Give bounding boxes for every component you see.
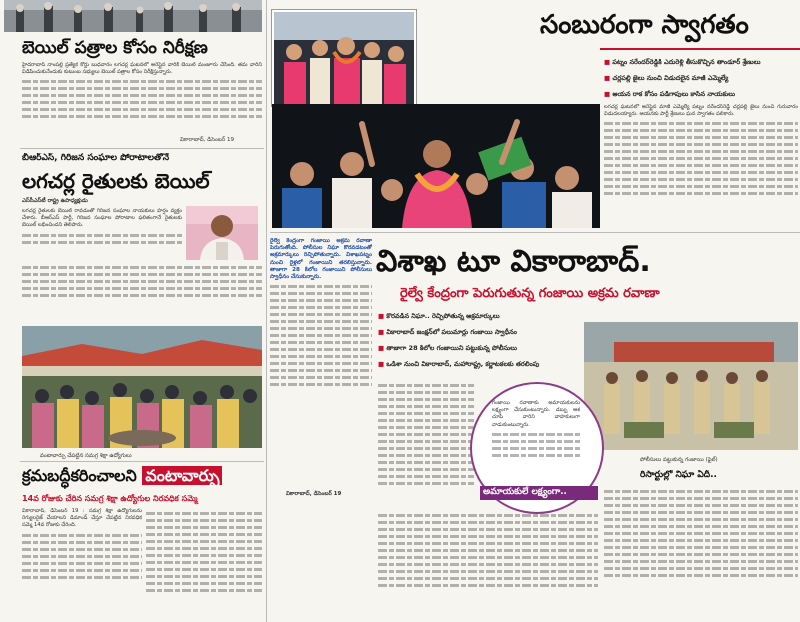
police-seizure-photo: [584, 322, 798, 450]
welcome-headline: సంబురంగా స్వాగతం: [540, 10, 749, 40]
lead-bullet-2: ■ వికారాబాద్ జంక్షన్‌లో పలుమార్లు గంజాయి స్వాధీనం: [378, 328, 517, 338]
innocents-box-body: [492, 400, 580, 480]
welcome-crowd-photo: [272, 104, 600, 228]
leader-portrait: [186, 206, 258, 260]
story3-body: [22, 508, 142, 620]
bail-crowd-photo: [4, 0, 262, 32]
protest-photo-caption: వంటావార్పు చేపట్టిన సమగ్ర శిక్షా ఉద్యోగులు: [40, 453, 132, 459]
lead-body-col1: [378, 380, 474, 530]
welcome-bullet-1: ■ పట్నం నరేందర్‌రెడ్డికి ఎదురెళ్లి తీసుకొచ్చిన తాండూర్ శ్రేణులు: [604, 58, 761, 68]
lead-subhead: రైల్వే కేంద్రంగా పెరుగుతున్న గంజాయి అక్రమ రవాణా: [400, 286, 660, 301]
story3-subhead: 14వ రోజుకు చేరిన సమగ్ర శిక్షా ఉద్యోగుల నిరవధిక సమ్మె: [22, 494, 198, 503]
story1-dateline: వికారాబాద్, డిసెంబర్ 19: [180, 137, 234, 143]
story2-body-text: లగచర్ల రైతులకు బెయిల్ రావడంతో గిరిజన సంఘాల నాయకులు హర్షం వ్యక్తం చేశారు. బీఆర్ఎస్ పార్టీ, గిరిజన సంఘాల పోరాటాల ఫలితంగానే రైతులకు బెయిల్ లభించిందని తెలిపారు.: [22, 208, 182, 229]
lead-bullet-1: ■ కొరవడిన నిఘా.. రెచ్చిపోతున్న అక్రమార్కులు: [378, 312, 500, 322]
story1-body: [22, 62, 262, 144]
story2-byline: ఎస్‌సీఎస్‌టీ రాష్ట్ర ఉపాధ్యక్షుడు: [22, 198, 88, 204]
innocents-box-headline: అమాయకులే లక్ష్యంగా..: [480, 486, 598, 500]
story3-headline-part2: వంటావార్పు: [142, 466, 222, 485]
story1-headline: బెయిల్ పత్రాల కోసం నిరీక్షణ: [22, 38, 208, 58]
resort-section-headline: రిసార్టుల్లో నిఘా ఏదీ..: [640, 470, 717, 480]
lead-intro-text: రైల్వే కేంద్రంగా గంజాయి అక్రమ రవాణా పెరుగుతోంది. పోలీసుల నిఘా కొరవడటంతో అక్రమార్కులు రెచ్చిపోతున్నారు. విశాఖపట్నం నుంచి రైళ్లలో గంజాయిని తరలిస్తున్నారు. తాజాగా 28 కిలోల గంజాయిని పోలీసులు స్వాధీనం చేసుకున్నారు.: [270, 238, 372, 281]
story3-headline: [22, 466, 262, 489]
story2-kicker: బీఆర్ఎస్, గిరిజన సంఘాల పోరాటాలతోనే: [22, 153, 170, 163]
story3-body-text: వికారాబాద్, డిసెంబర్ 19 : సమగ్ర శిక్షా ఉద్యోగులను రెగ్యులరైజ్ చేయాలని డిమాండ్ చేస్తూ చేపట్టిన నిరవధిక సమ్మె 14వ రోజుకు చేరింది.: [22, 508, 142, 529]
welcome-small-photo: [272, 10, 416, 106]
story3-headline-part1: క్రమబద్ధీకరించాలని: [22, 466, 143, 485]
protest-cooking-photo: [22, 326, 262, 448]
story2-body: [22, 208, 182, 252]
lead-dateline: వికారాబాద్, డిసెంబర్ 19: [286, 491, 342, 497]
welcome-bullet-2: ■ చర్లపల్లి జైలు నుంచి విడుదలైన మాజీ ఎమ్మెల్యే: [604, 74, 728, 84]
lead-body-col2: [378, 510, 598, 620]
police-photo-caption: పోలీసులు పట్టుకున్న గంజాయి (ఫైల్): [640, 457, 718, 463]
welcome-body-text: లగచర్ల ఘటనలో అరెస్టైన మాజీ ఎమ్మెల్యే పట్నం నరేందర్‌రెడ్డి చర్లపల్లి జైలు నుంచి గురువారం విడుదలయ్యారు. ఆయనకు పార్టీ శ్రేణులు ఘన స్వాగతం పలికారు.: [604, 104, 798, 118]
lead-bullet-3: ■ తాజాగా 28 కిలోల గంజాయిని పట్టుకున్న పోలీసులు: [378, 344, 517, 354]
lead-bullet-4: ■ ఒడిశా నుంచి వికారాబాద్, మహారాష్ట్ర, కర్ణాటకలకు తరలింపు: [378, 360, 539, 370]
innocents-box-text: గంజాయి రవాణాకు అమాయకులను లక్ష్యంగా చేసుకుంటున్నారు. డబ్బు ఆశ చూపి వారిని వాహకులుగా వాడుకుంటున్నారు.: [492, 400, 580, 428]
story1-body-text: హైదరాబాద్ నాంపల్లి ప్రత్యేక కోర్టు బుధవారం లగచర్ల ఘటనలో అరెస్టైన వారికి బెయిల్ మంజూరు చేసింది. తమ వారిని విడిపించుకునేందుకు కుటుంబ సభ్యులు బెయిల్ పత్రాల కోసం నిరీక్షిస్తున్నారు.: [22, 62, 262, 76]
welcome-bullet-3: ■ ఆయన రాక కోసం పడిగాపులు కాసిన నాయకులు: [604, 90, 735, 100]
welcome-body: [604, 104, 798, 228]
lead-headline: విశాఖ టూ వికారాబాద్.: [376, 244, 651, 279]
lead-intro: [270, 238, 372, 488]
resort-section-body: [604, 486, 798, 620]
story3-body-col2: [146, 508, 262, 620]
story2-headline: లగచర్ల రైతులకు బెయిల్: [22, 169, 210, 193]
story2-body-cont: [22, 262, 262, 322]
